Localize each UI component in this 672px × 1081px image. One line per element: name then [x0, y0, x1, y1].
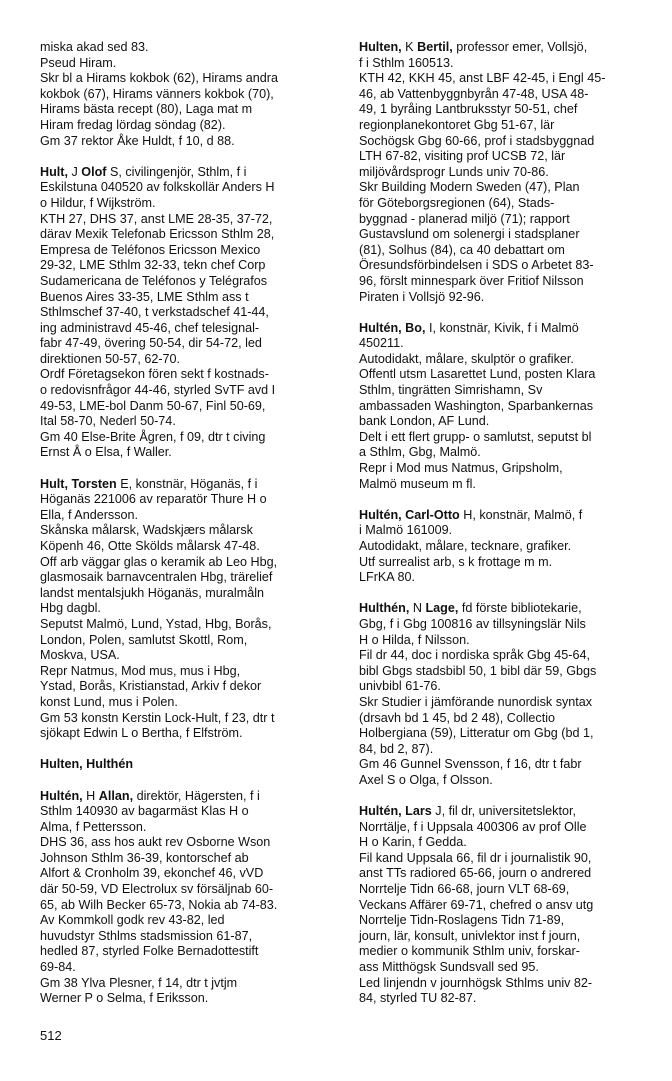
entry-line — [359, 118, 659, 134]
entry-name: Hulten, — [359, 40, 402, 54]
entry-line — [40, 944, 340, 960]
entry-text: Av Kommkoll godk rev 43-82, led — [40, 913, 225, 928]
entry-name: Allan, — [98, 788, 134, 803]
entry-line — [359, 695, 659, 711]
entry-text: Hiram fredag lördag söndag (82). — [40, 117, 226, 132]
entry-text: hedled 87, styrled Folke Bernadottestift — [40, 944, 259, 959]
entry-line — [359, 87, 659, 103]
entry-text: bibl Gbgs stadsbibl 50, 1 bibl där 59, Gbgs — [359, 663, 597, 678]
biography-entry — [359, 804, 659, 1007]
entry-line — [359, 960, 659, 976]
entry-text: S, civilingenjör, Sthlm, f i — [106, 164, 247, 179]
entry-line — [40, 835, 340, 851]
entry-line — [359, 773, 659, 789]
entry-text: o Hildur, f Wijkström. — [40, 195, 156, 210]
entry-line — [359, 71, 659, 87]
entry-text: Skr Building Modern Sweden (47), Plan — [359, 180, 580, 195]
entry-line — [359, 570, 659, 586]
entry-line — [359, 212, 659, 228]
entry-text: Ernst Å o Elsa, f Waller. — [40, 445, 172, 460]
entry-text: N — [409, 601, 426, 616]
entry-name: Lage, — [425, 601, 459, 616]
entry-line — [359, 601, 659, 617]
entry-text: Utf surrealist arb, s k frottage m m. — [359, 554, 553, 569]
entry-text: E, konstnär, Höganäs, f i — [116, 476, 258, 491]
entry-text: Gbg, f i Gbg 100816 av tillsyningslär Nils — [359, 616, 586, 631]
entry-text: där 50-59, VD Electrolux sv försäljnab 60- — [40, 882, 274, 897]
entry-text: i Malmö 161009. — [359, 523, 453, 538]
entry-text: Alma, f Pettersson. — [40, 819, 147, 834]
entry-line — [40, 960, 340, 976]
entry-text: London, Polen, samlutst Skottl, Rom, — [40, 632, 248, 647]
entry-line — [40, 508, 340, 524]
entry-line — [359, 508, 659, 524]
entry-text: 84, styrled TU 82-87. — [359, 991, 477, 1006]
entry-text: 450211. — [359, 336, 404, 351]
entry-line — [40, 570, 340, 586]
entry-line — [359, 196, 659, 212]
entry-text: Led linjendn v journhögsk Sthlms univ 82- — [359, 975, 593, 990]
entry-line — [359, 866, 659, 882]
entry-text: Seputst Malmö, Lund, Ystad, Hbg, Borås, — [40, 616, 272, 631]
entry-text: Skånska målarsk, Wadskjærs målarsk — [40, 523, 253, 538]
entry-text: 49, 1 byråing Lantbruksstyr 50-51, chef — [359, 102, 578, 117]
entry-line — [359, 882, 659, 898]
entry-text: 96, förslt minnespark över Fritiof Nilsson — [359, 273, 584, 288]
entry-text: KTH 42, KKH 45, anst LBF 42-45, i Engl 45- — [359, 71, 606, 86]
entry-line — [40, 40, 340, 56]
entry-line — [359, 679, 659, 695]
entry-line — [359, 352, 659, 368]
entry-line — [359, 180, 659, 196]
entry-text: Malmö museum m fl. — [359, 476, 476, 491]
entry-text: Autodidakt, målare, skulptör o grafiker. — [359, 351, 574, 366]
entry-line — [359, 274, 659, 290]
entry-line — [359, 445, 659, 461]
entry-text: miljövårdsprogr Lunds univ 70-86. — [359, 164, 549, 179]
biography-entry — [359, 601, 659, 788]
entry-line — [359, 820, 659, 836]
entry-line — [359, 477, 659, 493]
entry-line — [40, 243, 340, 259]
entry-text: Gm 40 Else-Brite Ågren, f 09, dtr t civing — [40, 429, 266, 444]
entry-text: Autodidakt, målare, tecknare, grafiker. — [359, 539, 572, 553]
entry-text: regionplanekontoret Gbg 51-67, lär — [359, 117, 555, 132]
entry-text: miska akad sed 83. — [40, 40, 149, 54]
entry-line — [40, 290, 340, 306]
entry-text: Norrtälje, f i Uppsala 400306 av prof Olle — [359, 819, 587, 834]
entry-line — [359, 290, 659, 306]
entry-line — [359, 804, 659, 820]
entry-line — [40, 305, 340, 321]
entry-text: Ella, f Andersson. — [40, 507, 139, 522]
entry-text: Ital 58-70, Nederl 50-74. — [40, 414, 176, 429]
entry-line — [359, 134, 659, 150]
entry-line — [359, 633, 659, 649]
entry-line — [40, 336, 340, 352]
entry-text: 65, ab Wilh Becker 65-73, Nokia ab 74-83. — [40, 897, 278, 912]
entry-text: Axel S o Olga, f Olsson. — [359, 772, 493, 787]
entry-line — [40, 102, 340, 118]
entry-line — [359, 399, 659, 415]
entry-line — [359, 664, 659, 680]
biography-entry — [359, 508, 659, 586]
entry-text: Delt i ett flert grupp- o samlutst, seputst bl — [359, 429, 592, 444]
entry-text: Sudamericana de Teléfonos y Telégrafos — [40, 273, 268, 288]
entry-line — [359, 523, 659, 539]
entry-line — [359, 383, 659, 399]
entry-line — [40, 804, 340, 820]
entry-line — [359, 227, 659, 243]
entry-text: Gm 46 Gunnel Svensson, f 16, dtr t fabr — [359, 757, 582, 772]
entry-text: Pseud Hiram. — [40, 55, 117, 70]
entry-line — [40, 367, 340, 383]
entry-text: fabr 47-49, övering 50-54, dir 54-72, led — [40, 336, 262, 351]
entry-line — [40, 258, 340, 274]
entry-line — [359, 367, 659, 383]
entry-text: univbibl 61-76. — [359, 679, 441, 694]
entry-text: Repr i Mod mus Natmus, Gripsholm, — [359, 461, 563, 476]
entry-line — [40, 664, 340, 680]
entry-text: Höganäs 221006 av reparatör Thure H o — [40, 492, 267, 507]
entry-text: J — [67, 164, 82, 179]
entry-text: ing administravd 45-46, chef telesignal- — [40, 320, 260, 335]
entry-name: Hulthén, — [359, 601, 410, 616]
entry-line — [40, 726, 340, 742]
entry-text: H o Hilda, f Nilsson. — [359, 632, 470, 647]
entry-text: Skr Studier i jämförande nunordisk syntax — [359, 694, 593, 709]
entry-text: Off arb väggar glas o keramik ab Leo Hbg, — [40, 554, 278, 569]
entry-text: a Sthlm, Gbg, Malmö. — [359, 445, 481, 460]
entry-line — [40, 820, 340, 836]
entry-text: ambassaden Washington, Sparbankernas — [359, 398, 594, 413]
entry-name: Hult, Torsten — [40, 476, 117, 491]
entry-text: (drsavh bd 1 45, bd 2 48), Collectio — [359, 710, 556, 725]
entry-line — [40, 991, 340, 1007]
entry-text: medier o kommunik Sthlm univ, forskar- — [359, 944, 580, 959]
entry-text: f i Sthlm 160513. — [359, 55, 454, 70]
entry-line — [40, 430, 340, 446]
entry-text: direktionen 50-57, 62-70. — [40, 351, 181, 366]
entry-text: bank London, AF Lund. — [359, 414, 490, 429]
entry-line — [40, 180, 340, 196]
entry-line — [40, 445, 340, 461]
entry-text: K — [401, 40, 418, 54]
biography-entry — [40, 477, 340, 742]
entry-text: o redovisnfrågor 44-46, styrled SvTF avd I — [40, 383, 276, 398]
entry-text: DHS 36, ass hos aukt rev Osborne Wson — [40, 835, 271, 850]
entry-line — [40, 757, 340, 773]
entry-name: Bertil, — [417, 40, 453, 54]
entry-line — [40, 929, 340, 945]
entry-line — [359, 165, 659, 181]
entry-line — [40, 383, 340, 399]
entry-text: journ, lär, konsult, univlektor inst f journ, — [359, 928, 581, 943]
entry-text: Sthlmschef 37-40, t verkstadschef 41-44, — [40, 305, 269, 320]
entry-line — [359, 976, 659, 992]
entry-text: Buenos Aires 33-35, LME Sthlm ass t — [40, 289, 249, 304]
entry-line — [359, 321, 659, 337]
page-number: 512 — [40, 1028, 62, 1043]
entry-line — [359, 102, 659, 118]
entry-text: H o Karin, f Gedda. — [359, 835, 467, 850]
entry-line — [359, 617, 659, 633]
entry-line — [359, 461, 659, 477]
entry-text: Fil dr 44, doc i nordiska språk Gbg 45-64, — [359, 648, 590, 663]
entry-line — [40, 711, 340, 727]
entry-text: för Göteborgsregionen (64), Stads- — [359, 195, 555, 210]
entry-text: Norrtelje Tidn 66-68, journ VLT 68-69, — [359, 882, 570, 897]
entry-line — [40, 555, 340, 571]
entry-line — [359, 898, 659, 914]
entry-name: Hultén, — [40, 788, 83, 803]
entry-text: Gustavslund om solenergi i stadsplaner — [359, 227, 580, 242]
entry-line — [40, 866, 340, 882]
entry-text: professor emer, Vollsjö, — [452, 40, 588, 54]
entry-line — [359, 757, 659, 773]
entry-line — [40, 56, 340, 72]
entry-line — [359, 555, 659, 571]
entry-line — [40, 87, 340, 103]
entry-text: 69-84. — [40, 960, 76, 975]
entry-line — [40, 118, 340, 134]
entry-text: J, fil dr, universitetslektor, — [431, 804, 576, 819]
entry-line — [40, 352, 340, 368]
biography-entry — [40, 40, 340, 149]
entry-text: Sthlm, tingrätten Simrishamn, Sv — [359, 383, 543, 398]
entry-line — [40, 913, 340, 929]
entry-text: Empresa de Teléfonos Ericsson Mexico — [40, 242, 261, 257]
entry-text: Eskilstuna 040520 av folkskollär Anders H — [40, 180, 275, 195]
entry-text: Moskva, USA. — [40, 648, 120, 663]
entry-name: Hultén, Lars — [359, 804, 432, 819]
entry-text: Gm 37 rektor Åke Huldt, f 10, d 88. — [40, 133, 235, 148]
entry-line — [40, 477, 340, 493]
entry-line — [359, 539, 659, 555]
entry-text: Norrtelje Tidn-Roslagens Tidn 71-89, — [359, 913, 565, 928]
entry-line — [40, 321, 340, 337]
biography-entry — [359, 321, 659, 493]
entry-line — [40, 898, 340, 914]
entry-text: Skr bl a Hirams kokbok (62), Hirams andra — [40, 71, 278, 86]
right-column — [359, 40, 659, 1022]
entry-line — [40, 976, 340, 992]
entry-text: Hirams bästa recept (80), Laga mat m — [40, 102, 253, 117]
entry-line — [40, 274, 340, 290]
entry-line — [359, 430, 659, 446]
biography-entry — [40, 757, 340, 773]
entry-line — [359, 851, 659, 867]
entry-text: konst Lund, mus i Polen. — [40, 694, 178, 709]
entry-text: KTH 27, DHS 37, anst LME 28-35, 37-72, — [40, 211, 273, 226]
entry-text: 46, ab Vattenbyggnbyrån 47-48, USA 48- — [359, 86, 589, 101]
entry-text: 29-32, LME Sthlm 32-33, tekn chef Corp — [40, 258, 266, 273]
entry-line — [40, 601, 340, 617]
entry-line — [359, 258, 659, 274]
entry-text: Gm 53 konstn Kerstin Lock-Hult, f 23, dtr t — [40, 710, 275, 725]
entry-text: H, konstnär, Malmö, f — [459, 507, 583, 522]
entry-line — [40, 586, 340, 602]
entry-text: Sochögsk Gbg 60-66, prof i stadsbyggnad — [359, 133, 595, 148]
entry-line — [359, 414, 659, 430]
entry-text: Repr Natmus, Mod mus, mus i Hbg, — [40, 663, 241, 678]
entry-line — [359, 56, 659, 72]
entry-line — [40, 633, 340, 649]
entry-text: H — [82, 788, 99, 803]
entry-line — [40, 695, 340, 711]
entry-text: Ystad, Borås, Kristianstad, Arkiv f dekor — [40, 679, 262, 694]
entry-name: Hultén, Bo, — [359, 320, 426, 335]
entry-line — [359, 711, 659, 727]
entry-line — [359, 913, 659, 929]
entry-line — [40, 227, 340, 243]
entry-line — [40, 523, 340, 539]
entry-text: anst TTs radiored 65-66, journ o andrered — [359, 866, 592, 881]
entry-line — [40, 617, 340, 633]
entry-line — [40, 882, 340, 898]
entry-text: byggnad - planerad miljö (71); rapport — [359, 211, 570, 226]
entry-line — [40, 212, 340, 228]
left-column — [40, 40, 340, 1022]
entry-text: Johnson Sthlm 36-39, kontorschef ab — [40, 850, 249, 865]
entry-text: Köpenh 46, Otte Skölds målarsk 47-48. — [40, 539, 260, 553]
entry-line — [40, 539, 340, 555]
entry-text: Holbergiana (59), Litteratur om Gbg (bd 1, — [359, 726, 594, 741]
entry-text: Piraten i Vollsjö 92-96. — [359, 289, 485, 304]
entry-line — [40, 399, 340, 415]
entry-text: I, konstnär, Kivik, f i Malmö — [425, 320, 579, 335]
entry-line — [40, 71, 340, 87]
entry-line — [40, 679, 340, 695]
entry-text: huvudstyr Sthlms stadsmission 61-87, — [40, 928, 253, 943]
entry-text: Offentl utsm Lasarettet Lund, posten Klara — [359, 367, 596, 382]
entry-line — [40, 165, 340, 181]
entry-text: landst mentalsjukh Höganäs, muralmåln — [40, 585, 265, 600]
entry-line — [40, 134, 340, 150]
entry-name: Olof — [81, 164, 107, 179]
entry-text: kokbok (67), Hirams vänners kokbok (70), — [40, 86, 274, 101]
biography-entry — [40, 165, 340, 461]
entry-text: LTH 67-82, visiting prof UCSB 72, lär — [359, 149, 566, 164]
entry-text: Werner P o Selma, f Eriksson. — [40, 991, 209, 1006]
entry-line — [40, 648, 340, 664]
entry-text: Gm 38 Ylva Plesner, f 14, dtr t jvtjm — [40, 975, 238, 990]
entry-line — [359, 929, 659, 945]
entry-line — [359, 243, 659, 259]
entry-name: Hulten, Hulthén — [40, 757, 134, 772]
entry-text: därav Mexik Telefonab Ericsson Sthlm 28, — [40, 227, 275, 242]
entry-line — [359, 149, 659, 165]
entry-line — [40, 851, 340, 867]
entry-text: Ordf Företagsekon fören sekt f kostnads- — [40, 367, 269, 382]
entry-line — [40, 492, 340, 508]
entry-line — [359, 742, 659, 758]
entry-line — [359, 40, 659, 56]
entry-line — [359, 944, 659, 960]
entry-text: LFrKA 80. — [359, 570, 416, 585]
entry-name: Hult, — [40, 164, 68, 179]
entry-name: Hultén, Carl-Otto — [359, 507, 460, 522]
entry-line — [40, 414, 340, 430]
entry-text: fd förste bibliotekarie, — [458, 601, 582, 616]
entry-text: Sthlm 140930 av bagarmäst Klas H o — [40, 804, 249, 819]
entry-text: 49-53, LME-bol Danm 50-67, Finl 50-69, — [40, 398, 266, 413]
entry-line — [359, 726, 659, 742]
entry-text: Fil kand Uppsala 66, fil dr i journalistik 90, — [359, 850, 592, 865]
entry-text: (81), Solhus (84), ca 40 debattart om — [359, 242, 565, 257]
entry-line — [40, 789, 340, 805]
entry-text: direktör, Hägersten, f i — [133, 788, 260, 803]
entry-text: 84, bd 2, 87). — [359, 741, 434, 756]
biography-entry — [359, 40, 659, 305]
entry-text: Hbg dagbl. — [40, 601, 101, 616]
entry-text: Öresundsförbindelsen i SDS o Arbetet 83- — [359, 258, 594, 273]
entry-line — [359, 835, 659, 851]
entry-text: glasmosaik barnavcentralen Hbg, trärelief — [40, 570, 273, 585]
entry-text: ass Mitthögsk Sundsvall sed 95. — [359, 960, 539, 975]
entry-line — [40, 196, 340, 212]
entry-line — [359, 336, 659, 352]
biography-entry — [40, 789, 340, 1007]
entry-line — [359, 648, 659, 664]
entry-line — [359, 991, 659, 1007]
entry-text: Alfort & Cronholm 39, ekonchef 46, vVD — [40, 866, 264, 881]
entry-text: Veckans Affärer 69-71, chefred o ansv utg — [359, 897, 594, 912]
entry-text: sjökapt Edwin L o Bertha, f Elfström. — [40, 726, 243, 741]
